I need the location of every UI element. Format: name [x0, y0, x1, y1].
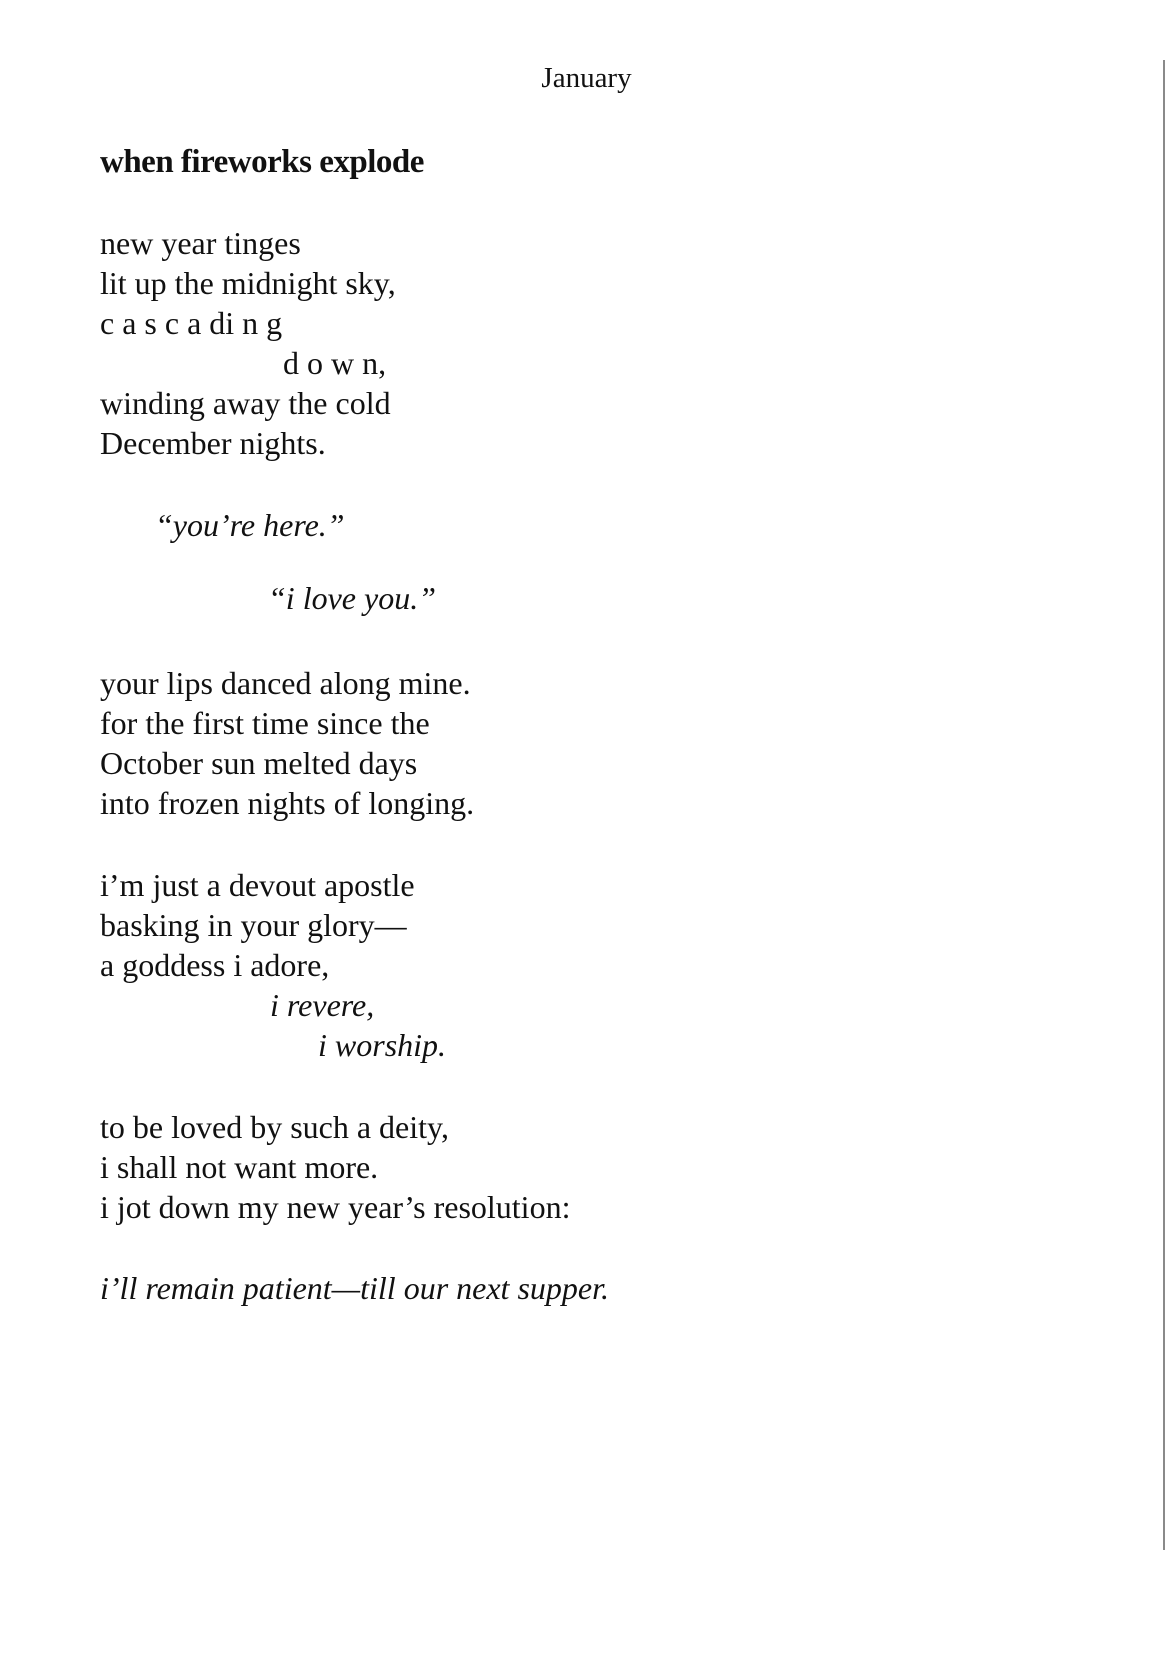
poem-line: your lips danced along mine.	[100, 665, 471, 701]
poem-line: December nights.	[100, 425, 326, 461]
poem-line: new year tinges	[100, 225, 301, 261]
poem-line-cascading: c a s c a di n g	[100, 305, 283, 341]
poem-dialogue-line: “i love you.”	[268, 580, 436, 616]
poem-closing-line: i’ll remain patient—till our next supper.	[100, 1270, 609, 1306]
poem-line: October sun melted days	[100, 745, 418, 781]
poem-dialogue-line: “you’re here.”	[155, 507, 345, 543]
poem-line: to be loved by such a deity,	[100, 1109, 449, 1145]
poem-line: i shall not want more.	[100, 1149, 379, 1185]
poem-line: winding away the cold	[100, 385, 391, 421]
poem-line-worship: i worship.	[318, 1027, 447, 1063]
poem-line: i’m just a devout apostle	[100, 867, 415, 903]
poem-line-down: d o w n,	[283, 345, 387, 381]
poem-title: when fireworks explode	[100, 144, 424, 180]
poem-line: basking in your glory—	[100, 907, 407, 943]
poem-line: into frozen nights of longing.	[100, 785, 475, 821]
running-header-month: January	[541, 62, 632, 94]
poem-line-revere: i revere,	[270, 987, 375, 1023]
page-edge-line	[1163, 60, 1165, 1550]
poem-line: for the first time since the	[100, 705, 430, 741]
poem-line: a goddess i adore,	[100, 947, 330, 983]
poem-line: lit up the midnight sky,	[100, 265, 396, 301]
poem-line: i jot down my new year’s resolution:	[100, 1189, 571, 1225]
